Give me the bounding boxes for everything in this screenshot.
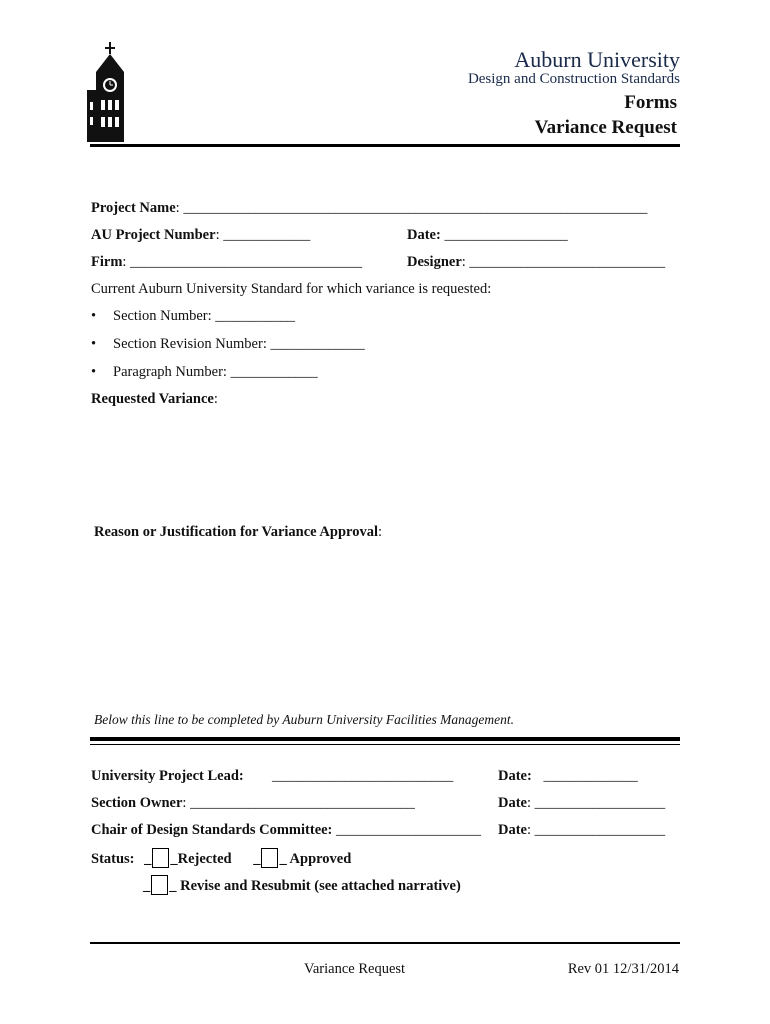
date-field[interactable]: _________________ bbox=[440, 227, 568, 243]
bullet-section-revision bbox=[91, 336, 365, 353]
rejected-label: Rejected bbox=[177, 851, 232, 867]
footer-title: Variance Request bbox=[304, 961, 406, 977]
section-heading: Forms bbox=[624, 92, 677, 113]
designer-row bbox=[407, 254, 665, 271]
firm-label: Firm bbox=[91, 254, 123, 270]
lead-date-row bbox=[498, 768, 638, 785]
project-name-label: Project Name bbox=[91, 200, 176, 216]
approved-label: Approved bbox=[289, 851, 352, 867]
separator-rule-thin bbox=[90, 744, 680, 745]
project-name-row bbox=[91, 200, 647, 217]
section-revision-field[interactable]: Section Revision Number: _____________ bbox=[113, 336, 365, 352]
separator-rule-thick bbox=[90, 737, 680, 741]
firm-row bbox=[91, 254, 362, 271]
resubmit-checkbox[interactable] bbox=[151, 875, 168, 895]
project-lead-label: University Project Lead: bbox=[91, 768, 244, 784]
chair-row bbox=[91, 822, 481, 839]
lead-date-label: Date: bbox=[498, 768, 532, 784]
colon: : bbox=[377, 524, 383, 540]
status-row: Status: _ _Rejected _ _ Approved bbox=[91, 848, 351, 868]
section-owner-row bbox=[91, 795, 415, 812]
au-project-number-row bbox=[91, 227, 310, 244]
reason-area[interactable] bbox=[91, 546, 681, 706]
below-line-note: Below this line to be completed by Auburn University Facilities Management. bbox=[94, 712, 515, 727]
approved-checkbox[interactable] bbox=[261, 848, 278, 868]
header-rule bbox=[90, 144, 680, 147]
reason-label: Reason or Justification for Variance Approval bbox=[94, 524, 378, 540]
section-owner-label: Section Owner bbox=[91, 795, 183, 811]
requested-variance-area[interactable] bbox=[91, 412, 681, 517]
paragraph-number-field[interactable]: Paragraph Number: ____________ bbox=[113, 364, 318, 380]
chair-label: Chair of Design Standards Committee: bbox=[91, 822, 333, 838]
au-project-number-label: AU Project Number bbox=[91, 227, 216, 243]
chair-date-field[interactable]: : __________________ bbox=[527, 822, 666, 838]
designer-label: Designer bbox=[407, 254, 462, 270]
resubmit-row: _ _ Revise and Resubmit (see attached narrative) bbox=[143, 875, 461, 895]
owner-date-field[interactable]: : __________________ bbox=[527, 795, 666, 811]
footer-rule bbox=[90, 942, 680, 944]
chair-date-label: Date bbox=[498, 822, 527, 838]
bullet-icon: • bbox=[91, 336, 97, 352]
section-owner-field[interactable]: : _______________________________ bbox=[182, 795, 415, 811]
colon: : bbox=[213, 391, 218, 407]
project-name-field[interactable]: : ________________________________________________________________ bbox=[175, 200, 648, 216]
requested-variance-row bbox=[91, 391, 218, 408]
bullet-icon: • bbox=[91, 308, 97, 324]
requested-variance-label: Requested Variance bbox=[91, 391, 214, 407]
bullet-section-number bbox=[91, 308, 295, 325]
standards-subtitle: Design and Construction Standards bbox=[467, 71, 680, 87]
university-name: Auburn University bbox=[514, 47, 680, 72]
clock-tower-logo bbox=[82, 42, 140, 142]
date-label: Date: bbox=[407, 227, 441, 243]
chair-date-row bbox=[498, 822, 665, 839]
lead-date-field[interactable]: _____________ bbox=[543, 768, 638, 784]
form-title: Variance Request bbox=[534, 117, 677, 138]
chair-field[interactable]: ____________________ bbox=[332, 822, 482, 838]
designer-field[interactable]: : ___________________________ bbox=[461, 254, 666, 270]
owner-date-row bbox=[498, 795, 665, 812]
section-number-field[interactable]: Section Number: ___________ bbox=[113, 308, 296, 324]
status-label: Status: bbox=[91, 851, 135, 867]
bullet-icon: • bbox=[91, 364, 97, 380]
project-lead-field[interactable]: _________________________ bbox=[272, 768, 454, 784]
au-project-number-field[interactable]: : ____________ bbox=[215, 227, 311, 243]
owner-date-label: Date bbox=[498, 795, 527, 811]
rejected-checkbox[interactable] bbox=[152, 848, 169, 868]
firm-field[interactable]: : ________________________________ bbox=[122, 254, 363, 270]
date-row bbox=[407, 227, 568, 244]
resubmit-label: Revise and Resubmit (see attached narrative) bbox=[180, 878, 461, 894]
reason-row bbox=[94, 524, 382, 541]
bullet-paragraph-number bbox=[91, 364, 318, 381]
current-standard-text: Current Auburn University Standard for which variance is requested: bbox=[91, 281, 492, 297]
footer-revision: Rev 01 12/31/2014 bbox=[567, 961, 679, 977]
